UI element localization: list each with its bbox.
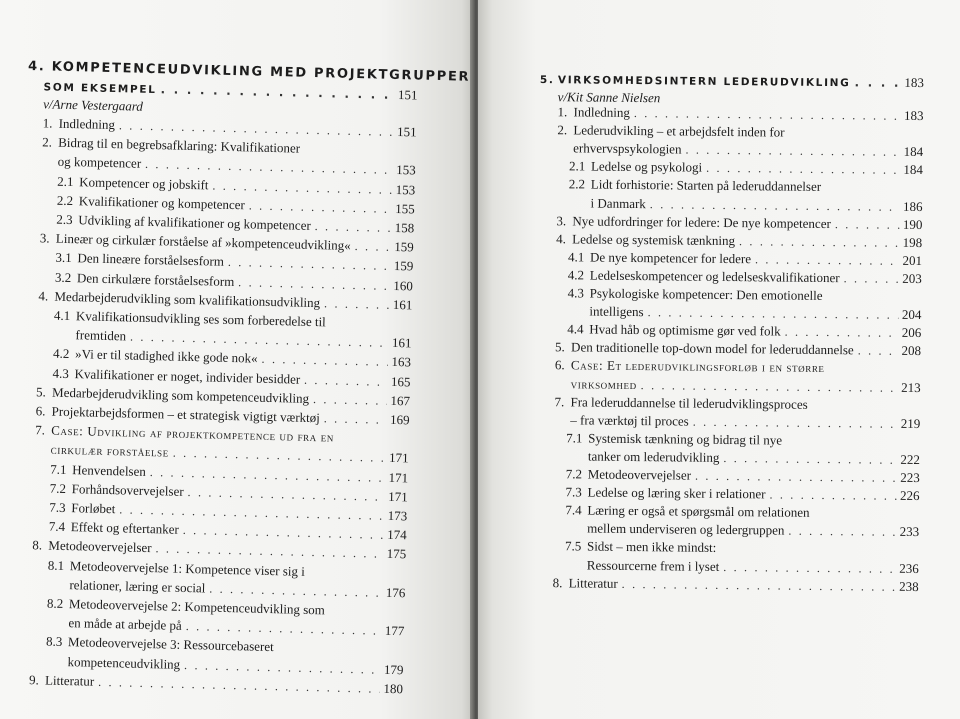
dot-leader (858, 342, 898, 360)
toc-entry-title: Lineær og cirkulær forståelse af »kompetenceudvikling« (55, 230, 351, 254)
toc-entry-number: 2.2 (568, 176, 586, 192)
chapter-title: VIRKSOMHEDSINTERN LEDERUDVIKLING (557, 74, 851, 90)
toc-entry-title: Læring er også et spørgsmål om relationen (587, 502, 810, 521)
dot-leader (835, 215, 899, 234)
toc-entry-page: 159 (394, 239, 414, 255)
toc-entry-page: 153 (395, 181, 416, 198)
toc-entry-number: 4.1 (567, 249, 585, 265)
chapter-title: KOMPETENCEUDVIKLING MED PROJEKTGRUPPER (51, 59, 471, 85)
toc-entry-page: 219 (900, 415, 921, 431)
toc-entry-page: 238 (899, 578, 919, 594)
toc-entry-title: cirkulær forståelse (50, 442, 170, 460)
toc-entry-number: 4.1 (53, 307, 71, 324)
toc-entry-page: 203 (902, 270, 922, 286)
toc-entry-number: 2. (557, 122, 568, 138)
toc-entry-title: Lidt forhistorie: Starten på lederuddannelser (590, 176, 822, 195)
toc-entry-title: Bidrag til en begrebsafklaring: Kvalifikationer (58, 134, 301, 156)
toc-entry-number: 8.1 (47, 557, 65, 573)
toc-entry-title: Lederudvikling – et arbejdsfelt inden for (573, 122, 785, 140)
toc-entry-title: Sidst – men ikke mindst: (586, 538, 717, 556)
toc-entry-number: 2.1 (57, 173, 74, 189)
dot-leader (622, 574, 896, 595)
toc-entry-number: 5. (35, 384, 47, 400)
toc-entry-page: 161 (391, 335, 412, 351)
dot-leader (695, 467, 896, 487)
toc-entry-title: Kvalifikationer og kompetencer (78, 193, 246, 213)
toc-entry-number: 8.2 (46, 595, 64, 611)
toc-entry-title: Medarbejderudvikling som kvalifikationsudvikling (54, 288, 321, 310)
dot-leader (788, 522, 895, 541)
toc-entry-number: 1. (42, 115, 53, 131)
toc-entry-title: fremtiden (75, 327, 127, 344)
chapter-page-number: 151 (397, 87, 418, 103)
toc-entry-number: 7.3 (49, 499, 66, 515)
toc-entry-page: 177 (384, 623, 405, 639)
toc-entry-number: 8.3 (45, 633, 63, 650)
toc-entry-number: 7. (554, 393, 565, 409)
toc-entry-page: 174 (387, 527, 407, 543)
toc-entry-title: Ledelseskompetencer og ledelseskvalifikationer (589, 267, 840, 286)
dot-leader (685, 141, 899, 161)
toc-entry-page: 169 (389, 411, 410, 428)
dot-leader (315, 217, 391, 237)
toc-entry-number: 6. (35, 403, 46, 419)
toc-entry-title: »Vi er til stadighed ikke gode nok« (74, 346, 258, 367)
toc-entry-title: Udvikling af kvalifikationer og kompetencer (78, 212, 311, 233)
dot-leader (854, 73, 900, 91)
toc-entry-title: Ledelse og systemisk tænkning (572, 231, 736, 248)
toc-entry-page: 183 (903, 107, 924, 124)
toc-entry-page: 201 (902, 252, 923, 268)
toc-entry-page: 160 (393, 277, 414, 294)
toc-entry-title: Systemisk tænkning og bidrag til nye (588, 430, 783, 448)
toc-entry-number: 7. (35, 422, 46, 438)
toc-entry-number: 7.2 (49, 480, 67, 496)
toc-entry-number: 4. (556, 230, 567, 246)
toc-entry-number: 6. (554, 357, 565, 373)
dot-leader (769, 486, 896, 505)
toc-entry-page: 171 (388, 488, 408, 505)
toc-entry-page: 158 (394, 219, 415, 236)
toc-entry-number: 4.2 (52, 346, 70, 362)
toc-entry-number: 7.2 (565, 466, 583, 482)
toc-entry-page: 204 (901, 306, 922, 323)
toc-entry-page: 153 (395, 162, 416, 178)
dot-leader (723, 557, 895, 577)
toc-entry-title: Den cirkulære forståelsesform (76, 269, 235, 289)
toc-entry-page: 208 (901, 343, 922, 359)
toc-entry-number: 2.1 (568, 158, 586, 174)
toc-entry-title: erhvervspsykologien (573, 140, 682, 157)
toc-entry-title: Kvalifikationer er noget, individer besidder (74, 365, 301, 387)
toc-entry-title: Indledning (58, 115, 116, 133)
right-page (478, 0, 960, 719)
toc-entry-number: 7.4 (48, 518, 66, 535)
toc-entry-title: Case: Et lederudviklingsforløb i en større (570, 357, 825, 376)
toc-entry-number: 2.2 (56, 192, 74, 208)
toc-entry-number: 3.2 (54, 269, 72, 285)
toc-entry-title: kompetenceudvikling (67, 653, 181, 672)
toc-entry-title: Metodeovervejelser (587, 466, 692, 483)
toc-entry-title: Kvalifikationsudvikling ses som forberedelse til (75, 308, 326, 330)
toc-entry-number: 4.2 (567, 267, 585, 283)
toc-entry-page: 184 (903, 144, 924, 160)
dot-leader (228, 253, 390, 275)
toc-entry-page: 184 (903, 162, 924, 178)
toc-entry-page: 233 (899, 524, 920, 540)
toc-entry-page: 222 (900, 451, 921, 467)
toc-entry-number: 7.3 (565, 484, 582, 500)
toc-entry-title: Indledning (573, 104, 630, 120)
toc-entry-page: 179 (383, 661, 404, 677)
toc-entry-number: 2. (42, 134, 53, 150)
dot-leader (249, 196, 392, 217)
toc-entry-title: Metodeovervejelse 3: Ressourcebaseret (67, 634, 274, 655)
toc-entry-number: 5. (555, 339, 565, 355)
toc-entry-number: 3. (39, 230, 50, 246)
toc-entry-title: Metodeovervejelser (48, 537, 152, 556)
toc-entry-title: Hvad håb og optimisme gør ved folk (589, 321, 781, 339)
dot-leader (785, 323, 898, 342)
toc-entry-number: 9. (28, 671, 40, 688)
toc-entry-title: Metodeovervejelse 1: Kompetence viser sig i (69, 557, 306, 579)
toc-entry-number: 3.1 (55, 250, 72, 266)
dot-leader (313, 390, 387, 410)
dot-leader (238, 273, 390, 295)
toc-entry-number: 3. (556, 212, 567, 228)
toc-entry-title: Medarbejderudvikling som kompetenceudvikling (51, 384, 310, 406)
toc-entry-title: Forløbet (71, 500, 116, 517)
toc-entry-title: De nye kompetencer for ledere (589, 249, 752, 267)
toc-entry-title: Ledelse og læring sker i relationer (587, 484, 766, 502)
toc-entry-page: 190 (902, 216, 923, 232)
toc-entry-title: relationer, læring er social (69, 576, 206, 596)
toc-entry-page: 226 (899, 487, 920, 504)
toc-entry-page: 155 (395, 200, 415, 217)
chapter-author: v/Arne Vestergaard (42, 96, 144, 114)
toc-entry-title: tanker om lederudvikling (587, 448, 720, 465)
dot-leader (324, 294, 389, 314)
dot-leader (706, 159, 899, 179)
toc-entry-title: Henvendelsen (72, 461, 147, 479)
toc-entry-number (45, 665, 67, 666)
dot-leader (261, 350, 387, 371)
toc-entry-title: mellem underviseren og ledergruppen (587, 520, 785, 538)
toc-entry-title: Den lineære forståelsesform (77, 250, 225, 270)
chapter-author: v/Kit Sanne Nielsen (557, 89, 661, 106)
toc-entry-page: 186 (903, 198, 923, 214)
dot-leader (739, 232, 899, 252)
chapter-page-number: 183 (904, 74, 924, 91)
toc-entry-number: 4.3 (567, 285, 584, 301)
toc-entry-title: – fra værktøj til proces (570, 412, 689, 429)
toc-entry-title: Ledelse og psykologi (590, 158, 703, 176)
toc-entry (553, 574, 919, 596)
toc-entry-number (47, 588, 69, 589)
toc-entry-title: Fra lederuddannelse til lederudviklingsproces (570, 393, 808, 412)
toc-entry-number: 1. (557, 104, 568, 120)
dot-leader (693, 412, 897, 432)
right-page-toc (478, 0, 960, 719)
toc-entry-page: 180 (383, 680, 404, 697)
chapter-number: 5. (539, 74, 555, 87)
dot-leader (723, 449, 896, 469)
toc-entry-page: 163 (391, 354, 412, 370)
toc-entry-title: Case: Udvikling af projektkompetence ud fra en (51, 422, 335, 445)
toc-entry-page: 161 (392, 296, 413, 313)
chapter-title-continued: SOM EKSEMPEL (43, 81, 157, 97)
dot-leader (844, 269, 899, 288)
toc-entry-title: Effekt og eftertanker (70, 519, 180, 537)
toc-entry-number: 7.1 (50, 461, 67, 477)
toc-entry-title: Litteratur (568, 574, 618, 591)
toc-entry-number (53, 339, 75, 340)
toc-entry-number: 7.5 (564, 538, 582, 554)
toc-entry-title: Den traditionelle top-down model for lederuddannelse (571, 339, 854, 358)
toc-entry-page: 176 (385, 584, 406, 601)
toc-entry-title: Forhåndsovervejelser (71, 480, 184, 499)
toc-entry-title: Psykologiske kompetencer: Den emotionelle (589, 285, 823, 303)
toc-entry-page: 173 (387, 507, 408, 524)
toc-entry-title: Nye udfordringer for ledere: De nye kompetencer (572, 212, 831, 231)
toc-entry-title: Kompetencer og jobskift (79, 173, 209, 192)
toc-entry-title: i Danmark (590, 195, 646, 211)
toc-entry-number: 8. (32, 537, 43, 553)
toc-entry-page: 165 (390, 373, 411, 389)
toc-entry-number: 4.3 (52, 365, 70, 381)
toc-entry-title: intelligens (589, 303, 644, 320)
toc-entry-page: 159 (393, 258, 414, 274)
left-page (0, 0, 476, 719)
toc-entry-page: 223 (900, 469, 920, 486)
dot-leader (355, 237, 391, 256)
toc-entry-page: 175 (386, 546, 407, 562)
toc-entry-page: 171 (388, 469, 409, 485)
toc-entry-title: Metodeovervejelse 2: Kompetenceudvikling som (68, 596, 326, 618)
toc-entry-number: 7.1 (566, 430, 583, 446)
toc-entry-title: en måde at arbejde på (68, 615, 182, 634)
toc-entry-title: Projektarbejdsformen – et strategisk vigtigt værktøj (51, 403, 321, 426)
toc-entry-number: 8. (552, 574, 563, 590)
toc-entry-number (46, 627, 68, 628)
toc-entry-number: 4. (38, 288, 49, 304)
toc-entry-page: 151 (396, 123, 417, 140)
toc-entry-page: 198 (902, 234, 923, 250)
toc-entry-number: 4.4 (567, 321, 584, 337)
toc-entry-title: og kompetencer (57, 154, 142, 172)
toc-entry-title: virksomhed (570, 375, 637, 392)
dot-leader (755, 250, 899, 270)
chapter-number: 4. (27, 58, 46, 75)
toc-entry-page: 236 (899, 560, 919, 576)
toc-entry-title: Ressourcerne frem i lyset (586, 557, 720, 574)
toc-entry-title: Litteratur (44, 672, 95, 689)
toc-entry-page: 171 (388, 450, 409, 466)
toc-entry-page: 213 (901, 379, 921, 395)
dot-leader (324, 409, 387, 429)
toc-entry-page: 206 (901, 325, 922, 341)
toc-entry-number: 2.3 (56, 211, 73, 228)
toc-entry-page: 167 (390, 392, 411, 409)
left-page-toc (0, 0, 476, 719)
toc-entry-number: 7.4 (565, 502, 582, 518)
dot-leader (304, 370, 387, 390)
